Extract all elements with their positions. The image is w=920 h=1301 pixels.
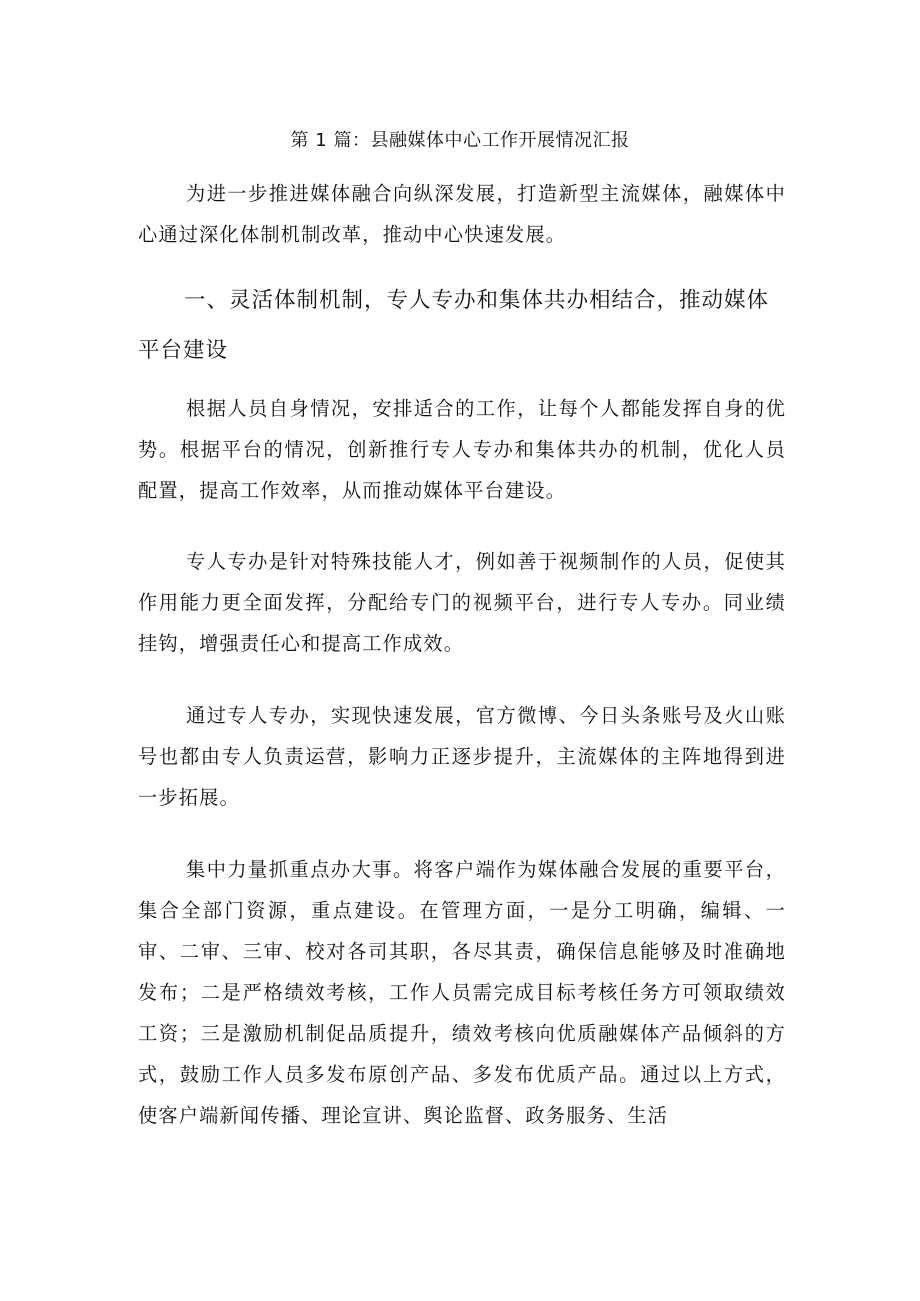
document-title: 第 1 篇：县融媒体中心工作开展情况汇报	[290, 130, 630, 151]
body-paragraph: 集中力量抓重点办大事。将客户端作为媒体融合发展的重要平台，集合全部门资源，重点建设。在管理方面，一是分工明确，编辑、一审、二审、三审、校对各司其职，各尽其责，确保信息能够及时准确地发布；二是严格绩效考核，工作人员需完成目标考核任务方可领取绩效工资；三是激励机制促品质提升，绩效考核向优质融媒体产品倾斜的方式，鼓励工作人员多发布原创产品、多发布优质产品。通过以上方式，使客户端新闻传播、理论宣讲、舆论监督、政务服务、生活	[138, 858, 786, 1127]
body-paragraph: 根据人员自身情况，安排适合的工作，让每个人都能发挥自身的优势。根据平台的情况，创新推行专人专办和集体共办的机制，优化人员配置，提高工作效率，从而推动媒体平台建设。	[138, 397, 786, 502]
intro-paragraph: 为进一步推进媒体融合向纵深发展，打造新型主流媒体，融媒体中心通过深化体制机制改革，推动中心快速发展。	[138, 182, 786, 246]
body-paragraph: 专人专办是针对特殊技能人才，例如善于视频制作的人员，促使其作用能力更全面发挥，分配给专门的视频平台，进行专人专办。同业绩挂钩，增强责任心和提高工作成效。	[138, 550, 786, 655]
section-heading-1: 一、灵活体制机制，专人专办和集体共办相结合，推动媒体平台建设	[138, 288, 770, 363]
body-paragraph: 通过专人专办，实现快速发展，官方微博、今日头条账号及火山账号也都由专人负责运营，影响力正逐步提升，主流媒体的主阵地得到进一步拓展。	[138, 704, 786, 809]
